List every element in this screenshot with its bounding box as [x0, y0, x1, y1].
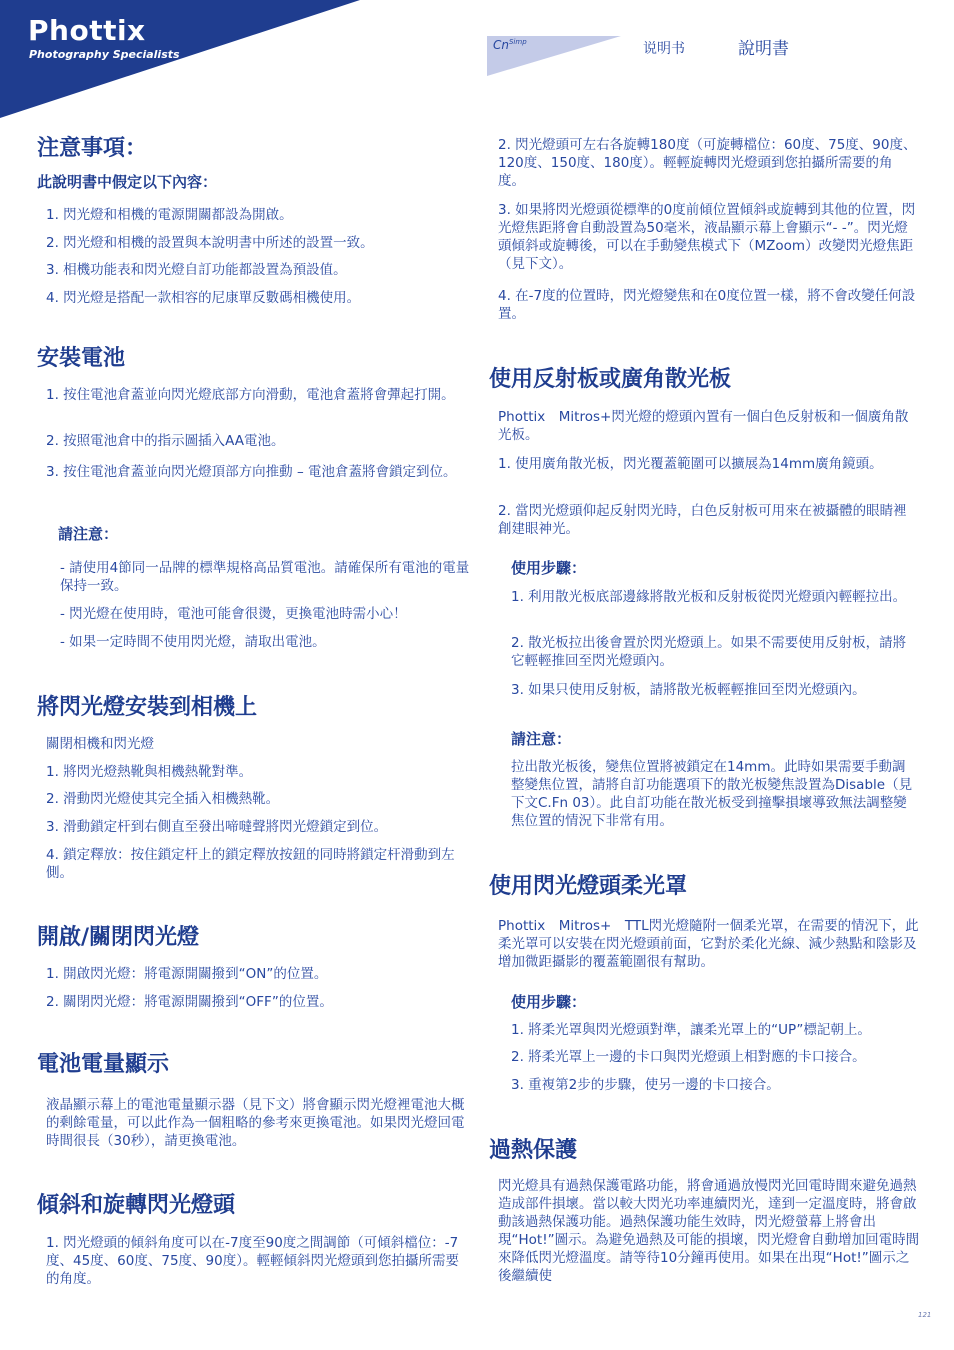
reflector-intro: Phottix Mitros+閃光燈的燈頭內置有一個白色反射板和一個廣角散光板。: [498, 409, 909, 443]
power-item: 2. 關閉閃光燈：將電源開關撥到“OFF”的位置。: [46, 994, 333, 1010]
reflector-step: 1. 利用散光板底部邊緣將散光板和反射板從閃光燈頭內輕輕拉出。: [511, 589, 907, 605]
reflector-steps-title: 使用步驟：: [511, 559, 587, 577]
power-title: 開啟/關閉閃光燈: [37, 925, 200, 950]
mount-item: 1. 將閃光燈熱靴與相機熱靴對準。: [46, 764, 253, 780]
mount-item: 關閉相機和閃光燈: [46, 736, 154, 752]
tilt-item: 2. 閃光燈頭可左右各旋轉180度（可旋轉檔位：60度、75度、90度、120度、150度、180度）。輕輕旋轉閃光燈頭到您拍攝所需要的角度。: [498, 137, 917, 189]
softbox-steps-title: 使用步驟：: [511, 993, 587, 1011]
language-code: [493, 38, 527, 52]
manual-title-traditional: 說明書: [738, 39, 789, 59]
precaution-item: 1. 閃光燈和相機的電源開關都設為開啟。: [46, 207, 293, 223]
manual-title-simplified: 说明书: [643, 41, 685, 57]
mount-item: 2. 滑動閃光燈使其完全插入相機熱靴。: [46, 791, 280, 807]
precautions-subtitle: 此說明書中假定以下內容：: [37, 173, 218, 191]
softbox-step: 1. 將柔光罩與閃光燈頭對準，讓柔光罩上的“UP”標記朝上。: [511, 1022, 871, 1038]
reflector-step: 2. 散光板拉出後會置於閃光燈頭上。如果不需要使用反射板，請將它輕輕推回至閃光燈頭內。: [511, 635, 907, 669]
tilt-item: 3. 如果將閃光燈頭從標準的0度前傾位置傾斜或旋轉到其他的位置，閃光燈焦距將會自動設置為50毫米，液晶顯示幕上會顯示“- -”。閃光燈頭傾斜或旋轉後，可以在手動變焦模式下（MZoom）改變閃光燈焦距（見下文）。: [498, 202, 916, 272]
brand-logo: [28, 14, 180, 62]
battery-level-text: 液晶顯示幕上的電池電量顯示器（見下文）將會顯示閃光燈裡電池大概的剩餘電量，可以此作為一個粗略的參考來更換電池。如果閃光燈回電時間很長（30秒），請更換電池。: [46, 1097, 465, 1149]
overheat-text: 閃光燈具有過熱保護電路功能，將會通過放慢閃光回電時間來避免過熱造成部件損壞。當以較大閃光功率連續閃光，達到一定溫度時，將會啟動該過熱保護功能。過熱保護功能生效時，閃光燈螢幕上將會出現“Hot!”圖示。為避免過熱及可能的損壞，閃光燈會自動增加回電時間來降低閃光燈溫度。請等待10分鐘再使用。如果在出現“Hot!”圖示之後繼續使: [498, 1178, 920, 1284]
battery-title: 安裝電池: [37, 346, 126, 371]
battery-note: - 閃光燈在使用時，電池可能會很燙，更換電池時需小心！: [60, 606, 407, 622]
battery-note-title: 請注意：: [58, 525, 119, 543]
page-number: 121: [918, 1311, 932, 1319]
battery-level-title: 電池電量顯示: [37, 1052, 170, 1077]
reflector-note-title: 請注意：: [511, 730, 572, 748]
tilt-item: 4. 在-7度的位置時，閃光燈變焦和在0度位置一樣，將不會改變任何設置。: [498, 288, 916, 322]
softbox-title: 使用閃光燈頭柔光罩: [489, 874, 688, 899]
reflector-item: 1. 使用廣角散光板，閃光覆蓋範圍可以擴展為14mm廣角鏡頭。: [498, 456, 883, 472]
battery-item: 2. 按照電池倉中的指示圖插入AA電池。: [46, 433, 285, 449]
overheat-title: 過熱保護: [489, 1138, 578, 1163]
battery-item: 1. 按住電池倉蓋並向閃光燈底部方向滑動，電池倉蓋將會彈起打開。: [46, 387, 455, 403]
softbox-step: 3. 重複第2步的步驟，使另一邊的卡口接合。: [511, 1077, 780, 1093]
precaution-item: 4. 閃光燈是搭配一款相容的尼康單反數碼相機使用。: [46, 290, 361, 306]
softbox-step: 2. 將柔光罩上一邊的卡口與閃光燈頭上相對應的卡口接合。: [511, 1049, 866, 1065]
language-code-text: Cn: [493, 38, 509, 52]
softbox-intro: Phottix Mitros+ TTL閃光燈隨附一個柔光罩，在需要的情況下，此柔光罩可以安裝在閃光燈頭前面，它對於柔化光線、減少熱點和陰影及增加微距攝影的覆蓋範圍很有幫助。: [498, 918, 919, 970]
mount-item: 4. 鎖定釋放：按住鎖定杆上的鎖定釋放按鈕的同時將鎖定杆滑動到左側。: [46, 847, 455, 881]
reflector-note: 拉出散光板後，變焦位置將被鎖定在14mm。此時如果需要手動調整變焦位置，請將自訂功能選項下的散光板變焦設置為Disable（見下文C.Fn 03）。此自訂功能在散光板受到撞擊損壞導致無法調整變焦位置的情況下非常有用。: [511, 759, 913, 829]
precaution-item: 2. 閃光燈和相機的設置與本說明書中所述的設置一致。: [46, 235, 374, 251]
tilt-title: 傾斜和旋轉閃光燈頭: [37, 1193, 236, 1218]
mount-item: 3. 滑動鎖定杆到右側直至發出啼噠聲將閃光燈鎖定到位。: [46, 819, 388, 835]
reflector-item: 2. 當閃光燈頭仰起反射閃光時，白色反射板可用來在被攝體的眼睛裡創建眼神光。: [498, 503, 907, 537]
tilt-item: 1. 閃光燈頭的傾斜角度可以在-7度至90度之間調節（可傾斜檔位：-7度、45度、60度、75度、90度）。輕輕傾斜閃光燈頭到您拍攝所需要的角度。: [46, 1235, 459, 1287]
battery-note: - 如果一定時間不使用閃光燈，請取出電池。: [60, 634, 326, 650]
precaution-item: 3. 相機功能表和閃光燈自訂功能都設置為預設值。: [46, 262, 347, 278]
mount-title: 將閃光燈安裝到相機上: [37, 695, 258, 720]
reflector-title: 使用反射板或廣角散光板: [489, 367, 732, 392]
reflector-step: 3. 如果只使用反射板，請將散光板輕輕推回至閃光燈頭內。: [511, 682, 866, 698]
battery-note: - 請使用4節同一品牌的標準規格高品質電池。請確保所有電池的電量保持一致。: [60, 560, 470, 594]
battery-item: 3. 按住電池倉蓋並向閃光燈頂部方向推動 – 電池倉蓋將會鎖定到位。: [46, 464, 457, 480]
power-item: 1. 開啟閃光燈：將電源開關撥到“ON”的位置。: [46, 966, 328, 982]
precautions-title: 注意事項：: [37, 136, 148, 161]
brand-name: Phottix: [28, 14, 146, 47]
language-variant: Simp: [508, 38, 527, 46]
brand-tagline: Photography Specialists: [29, 48, 180, 61]
